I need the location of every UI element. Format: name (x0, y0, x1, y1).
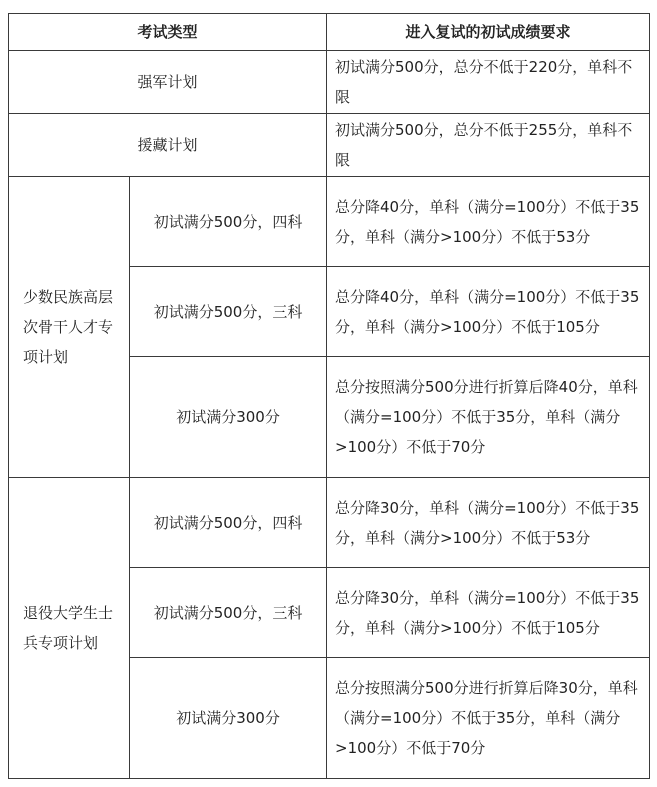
subtype-cell: 初试满分500分，四科 (130, 478, 327, 568)
table-row (9, 114, 650, 177)
subtype-cell: 初试满分500分，三科 (130, 568, 327, 658)
header-row (9, 14, 650, 51)
requirement-cell: 初试满分500分，总分不低于255分，单科不限 (327, 114, 650, 177)
requirement-cell: 总分降30分，单科（满分=100分）不低于35分，单科（满分>100分）不低于105分 (327, 568, 650, 658)
table-row (9, 478, 650, 568)
requirement-cell: 总分降30分，单科（满分=100分）不低于35分，单科（满分>100分）不低于53分 (327, 478, 650, 568)
requirement-cell: 总分按照满分500分进行折算后降30分，单科（满分=100分）不低于35分，单科（满分>100分）不低于70分 (327, 658, 650, 779)
exam-type-cell: 强军计划 (9, 51, 327, 114)
subtype-cell: 初试满分500分，四科 (130, 177, 327, 267)
group-name-cell: 退役大学生士兵专项计划 (9, 478, 130, 779)
group-name-cell: 少数民族高层次骨干人才专项计划 (9, 177, 130, 478)
requirement-cell: 总分降40分，单科（满分=100分）不低于35分，单科（满分>100分）不低于105分 (327, 267, 650, 357)
requirement-cell: 总分按照满分500分进行折算后降40分，单科（满分=100分）不低于35分，单科（满分>100分）不低于70分 (327, 357, 650, 478)
subtype-cell: 初试满分300分 (130, 658, 327, 779)
requirement-cell: 初试满分500分，总分不低于220分，单科不限 (327, 51, 650, 114)
header-requirement: 进入复试的初试成绩要求 (327, 14, 650, 51)
table-row (9, 177, 650, 267)
requirements-table (8, 13, 650, 779)
subtype-cell: 初试满分300分 (130, 357, 327, 478)
exam-type-cell: 援藏计划 (9, 114, 327, 177)
header-exam-type: 考试类型 (9, 14, 327, 51)
subtype-cell: 初试满分500分，三科 (130, 267, 327, 357)
requirement-cell: 总分降40分，单科（满分=100分）不低于35分，单科（满分>100分）不低于53分 (327, 177, 650, 267)
table-row (9, 51, 650, 114)
